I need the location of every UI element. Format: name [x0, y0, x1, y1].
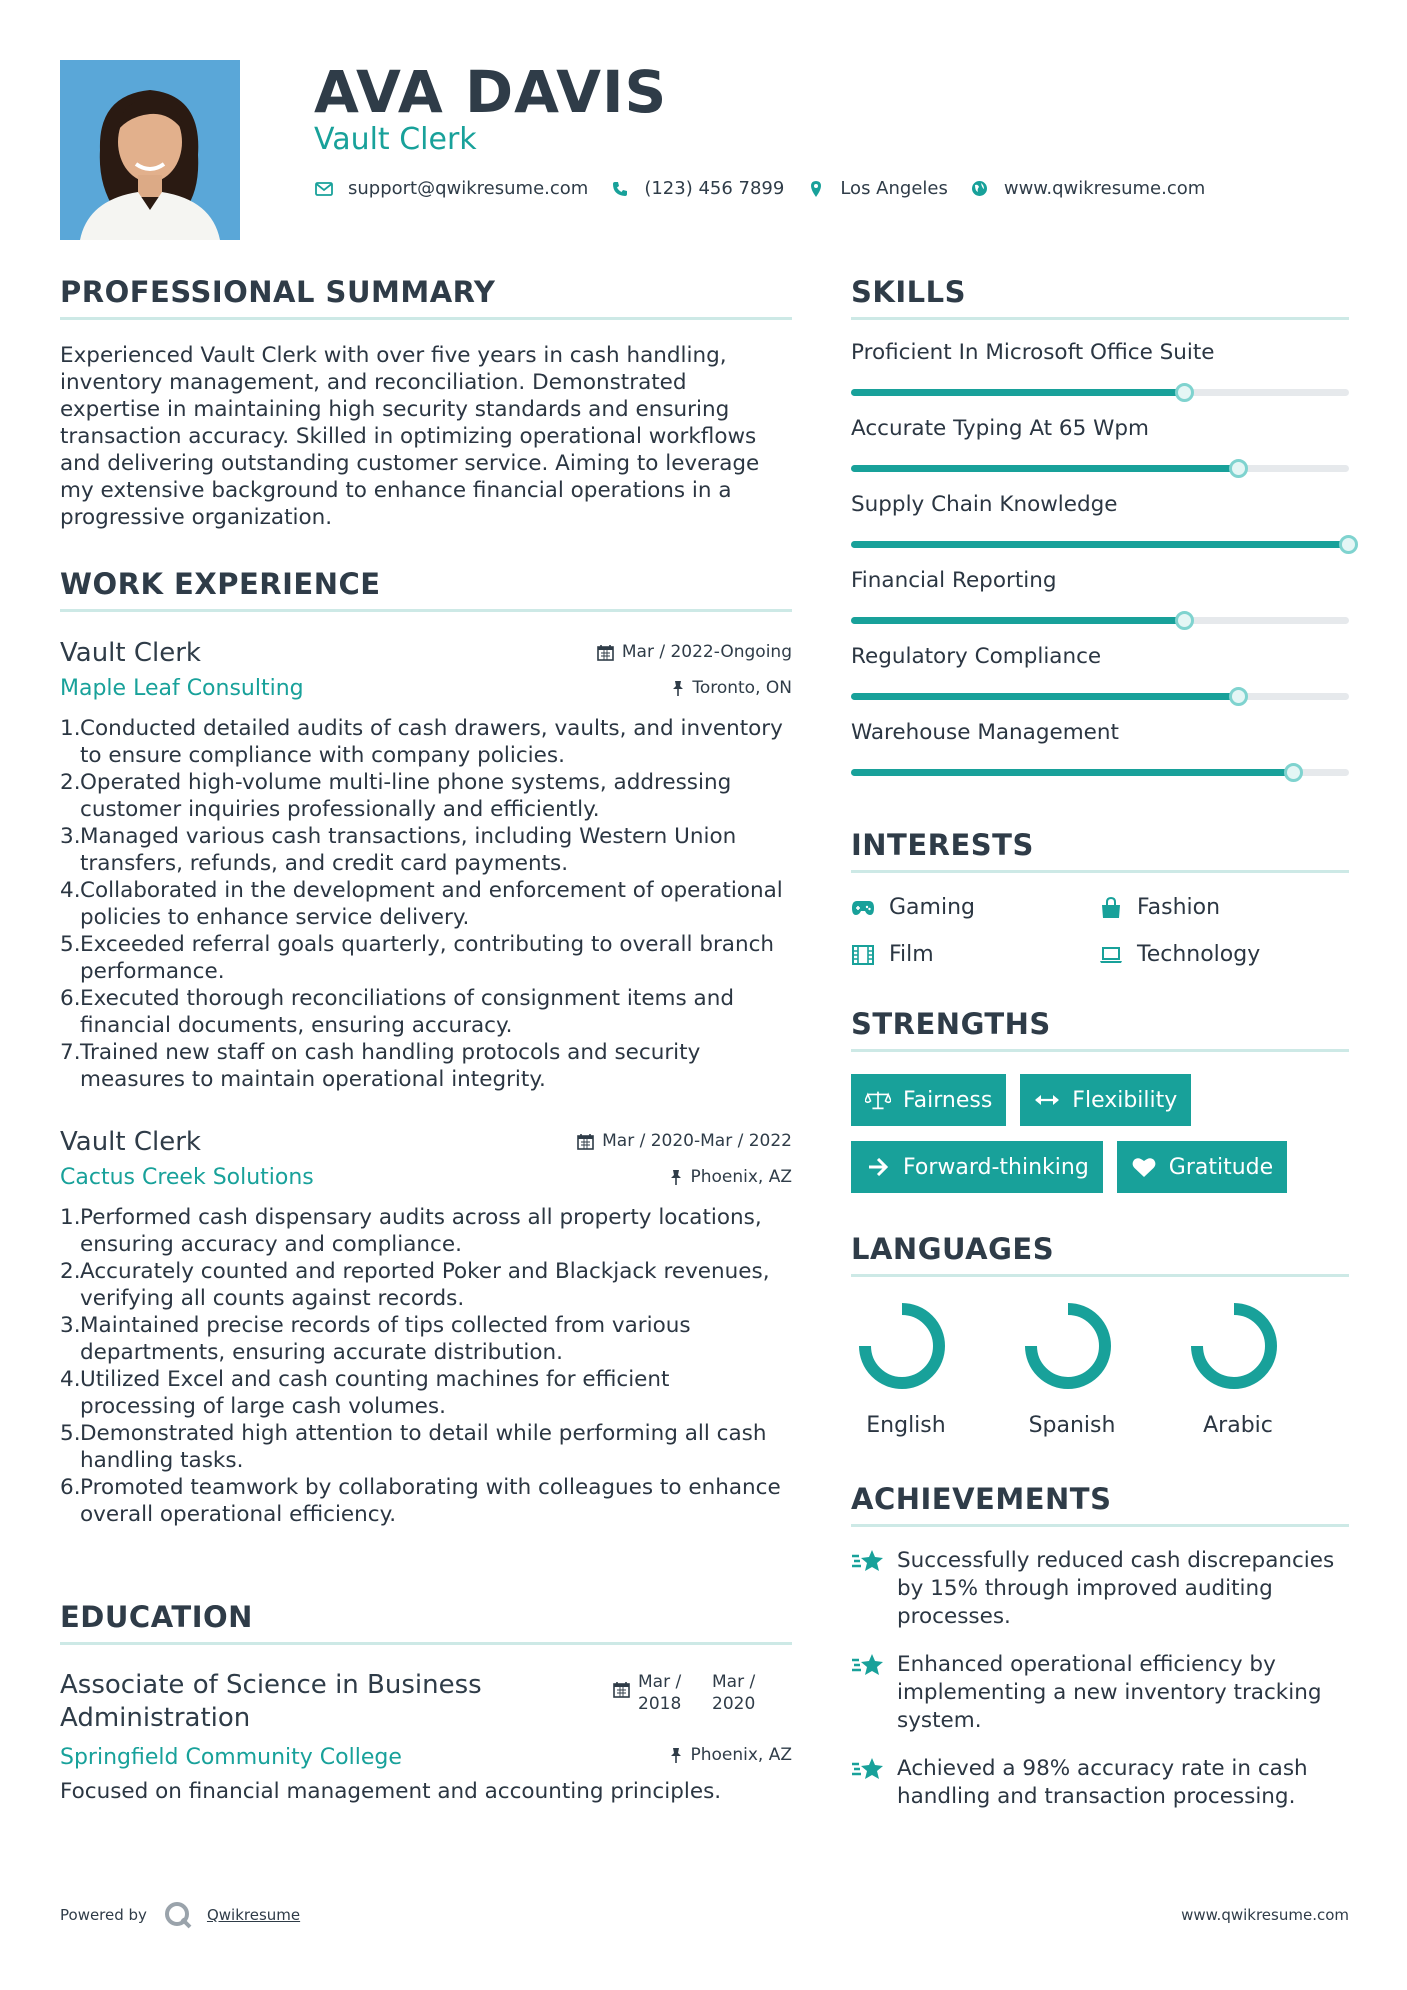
envelope-icon	[314, 179, 334, 199]
job-entry	[60, 1127, 792, 1528]
education-start: Mar / 2018	[638, 1672, 682, 1714]
job-dates	[577, 1131, 792, 1151]
pushpin-icon	[670, 1747, 682, 1764]
skill-bar-fill	[851, 769, 1294, 776]
skill-item	[851, 492, 1349, 548]
strengths-heading: STRENGTHS	[851, 1007, 1349, 1052]
duty-item: Collaborated in the development and enforcement of operational policies to enhance service delivery.	[80, 878, 783, 930]
powered-by-text: Powered by	[60, 1906, 147, 1924]
duty-item: Accurately counted and reported Poker and Blackjack revenues, verifying all counts against records.	[80, 1259, 770, 1311]
arrow-right-icon	[865, 1154, 891, 1180]
duty-item: Operated high-volume multi-line phone systems, addressing customer inquiries professionally and efficiently.	[80, 770, 732, 822]
skill-label: Supply Chain Knowledge	[851, 492, 1118, 517]
contact-bar	[314, 178, 1227, 199]
summary-text: Experienced Vault Clerk with over five years in cash handling, inventory management, and reconciliation. Demonstrated expertise in maintaining high security standards and ensuring transaction accuracy. Skilled in optimizing operational workflows and delivering outstanding customer service. Aiming to leverage my extensive background to enhance financial operations in a progressive organization.	[60, 343, 760, 530]
skill-bar-track	[851, 465, 1349, 472]
job-company: Cactus Creek Solutions	[60, 1165, 314, 1190]
language-ring	[1189, 1301, 1279, 1391]
language-item	[1017, 1301, 1183, 1438]
balance-scale-icon	[865, 1087, 891, 1113]
skill-label: Financial Reporting	[851, 568, 1057, 593]
interest-label: Fashion	[1137, 895, 1221, 920]
language-item	[851, 1301, 1017, 1438]
education-heading: EDUCATION	[60, 1600, 792, 1645]
job-company: Maple Leaf Consulting	[60, 676, 304, 701]
gamepad-icon	[851, 896, 875, 920]
footer-powered-by	[60, 1900, 300, 1930]
duty-item: Promoted teamwork by collaborating with colleagues to enhance overall operational efficiency.	[80, 1475, 781, 1527]
languages-heading: LANGUAGES	[851, 1232, 1349, 1277]
calendar-icon	[613, 1681, 630, 1698]
interest-item	[851, 895, 1099, 920]
skills-heading: SKILLS	[851, 275, 1349, 320]
skill-item	[851, 416, 1349, 472]
achievement-text: Achieved a 98% accuracy rate in cash handling and transaction processing.	[897, 1756, 1308, 1809]
skill-label: Regulatory Compliance	[851, 644, 1102, 669]
job-duties	[60, 715, 792, 1093]
language-ring	[857, 1301, 947, 1391]
skill-label: Warehouse Management	[851, 720, 1119, 745]
pushpin-icon	[672, 680, 684, 697]
job-location-text: Phoenix, AZ	[690, 1167, 792, 1187]
job-location	[670, 1167, 792, 1187]
language-label: English	[866, 1413, 946, 1438]
language-label: Arabic	[1203, 1413, 1273, 1438]
skill-bar-knob	[1284, 763, 1303, 782]
pushpin-icon	[670, 1169, 682, 1186]
skill-bar-knob	[1175, 383, 1194, 402]
skill-bar-fill	[851, 389, 1185, 396]
duty-item: Trained new staff on cash handling protocols and security measures to maintain operational integrity.	[80, 1040, 701, 1092]
contact-email[interactable]	[314, 178, 588, 199]
achievements-heading: ACHIEVEMENTS	[851, 1482, 1349, 1527]
calendar-icon	[597, 644, 614, 661]
experience-heading: WORK EXPERIENCE	[60, 567, 792, 612]
skill-bar-track	[851, 693, 1349, 700]
contact-phone[interactable]	[610, 178, 784, 199]
skill-item	[851, 644, 1349, 700]
interest-item	[1099, 942, 1347, 967]
right-column	[851, 275, 1349, 1811]
candidate-name: AVA DAVIS	[314, 58, 668, 126]
strength-label: Flexibility	[1072, 1087, 1178, 1113]
job-location-text: Toronto, ON	[692, 678, 792, 698]
job-entry	[60, 638, 792, 1093]
laptop-icon	[1099, 943, 1123, 967]
job-dates	[597, 642, 792, 662]
strengths-list	[851, 1074, 1349, 1208]
skill-item	[851, 720, 1349, 776]
duty-item: Exceeded referral goals quarterly, contributing to overall branch performance.	[80, 932, 775, 984]
skill-bar-fill	[851, 465, 1239, 472]
strength-tag	[851, 1141, 1103, 1193]
skill-bar-knob	[1175, 611, 1194, 630]
contact-website-text: www.qwikresume.com	[1003, 178, 1206, 199]
strength-label: Gratitude	[1168, 1154, 1274, 1180]
interests-list	[851, 895, 1349, 967]
skill-bar-track	[851, 617, 1349, 624]
duty-item: Maintained precise records of tips collected from various departments, ensuring accurate distribution.	[80, 1313, 691, 1365]
achievement-text: Successfully reduced cash discrepancies by 15% through improved auditing processes.	[897, 1548, 1335, 1629]
skill-bar-fill	[851, 617, 1185, 624]
shooting-star-icon	[851, 1755, 885, 1785]
footer-website[interactable]: www.qwikresume.com	[1181, 1906, 1349, 1924]
interest-item	[851, 942, 1099, 967]
interest-label: Gaming	[889, 895, 975, 920]
globe-icon	[970, 179, 990, 199]
education-description: Focused on financial management and accounting principles.	[60, 1779, 722, 1804]
skill-item	[851, 568, 1349, 624]
education-school: Springfield Community College	[60, 1745, 402, 1770]
summary-heading: PROFESSIONAL SUMMARY	[60, 275, 792, 320]
duty-item: Conducted detailed audits of cash drawers, vaults, and inventory to ensure compliance with company policies.	[80, 716, 783, 768]
skill-bar-fill	[851, 541, 1349, 548]
strength-label: Fairness	[903, 1087, 993, 1113]
education-degree: Associate of Science in Business Administration	[60, 1670, 482, 1733]
achievement-item	[851, 1547, 1349, 1631]
phone-icon	[610, 179, 630, 199]
job-title: Vault Clerk	[60, 638, 201, 668]
map-pin-icon	[806, 179, 826, 199]
achievement-text: Enhanced operational efficiency by implementing a new inventory tracking system.	[897, 1652, 1322, 1733]
contact-email-text: support@qwikresume.com	[348, 178, 589, 199]
film-icon	[851, 943, 875, 967]
arrows-horizontal-icon	[1034, 1087, 1060, 1113]
job-title: Vault Clerk	[60, 1127, 201, 1157]
duty-item: Demonstrated high attention to detail while performing all cash handling tasks.	[80, 1421, 767, 1473]
strength-label: Forward-thinking	[903, 1154, 1089, 1180]
shooting-star-icon	[851, 1651, 885, 1681]
strength-tag	[1020, 1074, 1191, 1126]
skill-bar-track	[851, 389, 1349, 396]
profile-photo	[60, 60, 240, 240]
education-dates	[613, 1671, 764, 1715]
job-dates-text: Mar / 2020-Mar / 2022	[602, 1131, 792, 1151]
language-ring	[1023, 1301, 1113, 1391]
heart-icon	[1131, 1154, 1157, 1180]
skill-bar-knob	[1229, 459, 1248, 478]
strength-tag	[1117, 1141, 1287, 1193]
shooting-star-icon	[851, 1547, 885, 1577]
duty-item: Utilized Excel and cash counting machines for efficient processing of large cash volumes.	[80, 1367, 670, 1419]
achievement-item	[851, 1755, 1349, 1811]
language-label: Spanish	[1028, 1413, 1116, 1438]
contact-phone-text: (123) 456 7899	[644, 178, 785, 199]
contact-location	[806, 178, 948, 199]
education-entry	[60, 1669, 792, 1805]
qwikresume-link[interactable]: Qwikresume	[206, 1906, 301, 1924]
strength-tag	[851, 1074, 1006, 1126]
job-dates-text: Mar / 2022-Ongoing	[621, 642, 792, 662]
skill-bar-knob	[1229, 687, 1248, 706]
achievement-item	[851, 1651, 1349, 1735]
duty-item: Performed cash dispensary audits across all property locations, ensuring accuracy and compliance.	[80, 1205, 762, 1257]
education-location-text: Phoenix, AZ	[690, 1745, 792, 1765]
interests-heading: INTERESTS	[851, 828, 1349, 873]
interest-item	[1099, 895, 1347, 920]
shopping-bag-icon	[1099, 896, 1123, 920]
left-column	[60, 275, 792, 1805]
candidate-title: Vault Clerk	[314, 122, 477, 157]
achievements-list	[851, 1547, 1349, 1811]
contact-location-text: Los Angeles	[840, 178, 948, 199]
job-location	[672, 678, 792, 698]
education-location	[670, 1745, 792, 1765]
interest-label: Technology	[1137, 942, 1261, 967]
skill-label: Proficient In Microsoft Office Suite	[851, 340, 1215, 365]
skill-bar-knob	[1339, 535, 1358, 554]
education-end: Mar / 2020	[712, 1672, 756, 1714]
skill-bar-fill	[851, 693, 1239, 700]
duty-item: Managed various cash transactions, including Western Union transfers, refunds, and credit card payments.	[80, 824, 737, 876]
skill-bar-track	[851, 541, 1349, 548]
skill-label: Accurate Typing At 65 Wpm	[851, 416, 1149, 441]
skill-bar-track	[851, 769, 1349, 776]
skills-list	[851, 340, 1349, 776]
contact-website[interactable]	[970, 178, 1205, 199]
qwikresume-logo-icon	[163, 1900, 193, 1930]
languages-list	[851, 1301, 1349, 1438]
language-item	[1183, 1301, 1349, 1438]
skill-item	[851, 340, 1349, 396]
calendar-icon	[577, 1133, 594, 1150]
job-duties	[60, 1204, 792, 1528]
duty-item: Executed thorough reconciliations of consignment items and financial documents, ensuring accuracy.	[80, 986, 734, 1038]
interest-label: Film	[889, 942, 934, 967]
